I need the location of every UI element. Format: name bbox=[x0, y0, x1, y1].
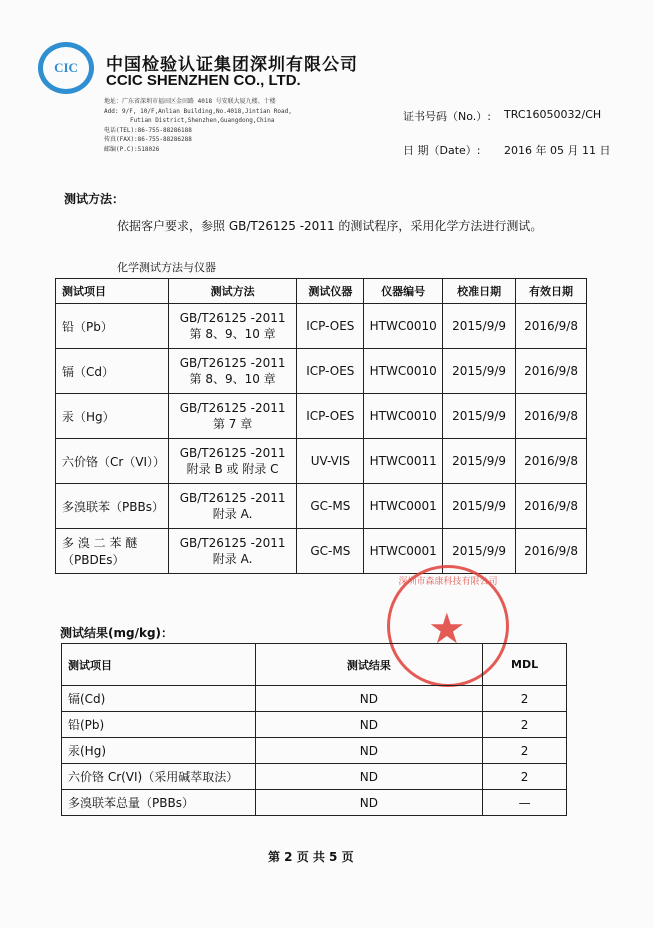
cell-method: GB/T26125 -2011 第 8、9、10 章 bbox=[168, 349, 297, 394]
header-method: 测试方法 bbox=[168, 279, 297, 304]
cell-test-item: 多溴联苯总量（PBBs） bbox=[62, 790, 256, 816]
header-valid-date: 有效日期 bbox=[516, 279, 587, 304]
cell-instrument: UV-VIS bbox=[297, 439, 364, 484]
cell-item: 汞（Hg） bbox=[56, 394, 169, 439]
company-address: 地址：广东省深圳市福田区金田路 4018 号安联大厦九楼、十楼 Add: 9/F, 10/F,Anlian Building,No.4018,Jintian Road, Futian District,Shenzhen,Guangdong,China 电话(TEL):86-755-88286188 传真(FAX):86-755-88286288 邮编(P.C):518026 bbox=[104, 98, 292, 153]
cell-calibration-date: 2015/9/9 bbox=[443, 439, 516, 484]
header-calibration-date: 校准日期 bbox=[443, 279, 516, 304]
cell-instrument-no: HTWC0010 bbox=[364, 394, 443, 439]
ccic-logo: CIC bbox=[38, 42, 94, 94]
cell-mdl: 2 bbox=[483, 686, 567, 712]
page-number: 第 2 页 共 5 页 bbox=[268, 850, 354, 864]
table-row bbox=[62, 738, 567, 764]
method-title: 测试方法： bbox=[64, 192, 125, 206]
table-row bbox=[62, 790, 567, 816]
cell-method: GB/T26125 -2011 第 8、9、10 章 bbox=[168, 304, 297, 349]
cell-result: ND bbox=[255, 712, 482, 738]
cell-mdl: 2 bbox=[483, 712, 567, 738]
table-row bbox=[56, 349, 587, 394]
cell-item: 六价铬（Cr（VI）） bbox=[56, 439, 169, 484]
company-name-en: CCIC SHENZHEN CO., LTD. bbox=[106, 72, 301, 89]
cell-result: ND bbox=[255, 764, 482, 790]
company-seal-stamp: 深圳市森康科技有限公司 ★ bbox=[387, 565, 509, 687]
table-row bbox=[56, 484, 587, 529]
cell-result: ND bbox=[255, 790, 482, 816]
cert-number: TRC16050032/CH bbox=[504, 108, 602, 121]
cell-test-item: 六价铬 Cr(VI)（采用碱萃取法） bbox=[62, 764, 256, 790]
cell-method: GB/T26125 -2011 附录 A. bbox=[168, 484, 297, 529]
cell-item: 多 溴 二 苯 醚（PBDEs） bbox=[56, 529, 169, 574]
table-row bbox=[62, 712, 567, 738]
cell-mdl: 2 bbox=[483, 738, 567, 764]
cell-valid-date: 2016/9/8 bbox=[516, 484, 587, 529]
method-table-caption: 化学测试方法与仪器 bbox=[117, 261, 216, 274]
cell-valid-date: 2016/9/8 bbox=[516, 349, 587, 394]
cell-calibration-date: 2015/9/9 bbox=[443, 394, 516, 439]
cell-mdl: — bbox=[483, 790, 567, 816]
header-item: 测试项目 bbox=[56, 279, 169, 304]
table-row bbox=[62, 686, 567, 712]
table-row bbox=[56, 304, 587, 349]
header-test-item: 测试项目 bbox=[62, 644, 256, 686]
cell-valid-date: 2016/9/8 bbox=[516, 394, 587, 439]
cell-calibration-date: 2015/9/9 bbox=[443, 484, 516, 529]
cell-instrument: ICP-OES bbox=[297, 394, 364, 439]
company-name-cn: 中国检验认证集团深圳有限公司 bbox=[106, 55, 358, 75]
cell-instrument: ICP-OES bbox=[297, 304, 364, 349]
table-row bbox=[56, 394, 587, 439]
cell-instrument-no: HTWC0011 bbox=[364, 439, 443, 484]
cell-calibration-date: 2015/9/9 bbox=[443, 304, 516, 349]
cell-instrument-no: HTWC0010 bbox=[364, 349, 443, 394]
date-value: 2016 年 05 月 11 日 bbox=[504, 144, 611, 157]
cell-item: 铅（Pb） bbox=[56, 304, 169, 349]
cell-instrument: GC-MS bbox=[297, 484, 364, 529]
cell-method: GB/T26125 -2011 附录 A. bbox=[168, 529, 297, 574]
cell-result: ND bbox=[255, 738, 482, 764]
cell-instrument-no: HTWC0010 bbox=[364, 304, 443, 349]
cell-instrument: GC-MS bbox=[297, 529, 364, 574]
results-title: 测试结果(mg/kg)： bbox=[60, 626, 174, 640]
method-table bbox=[55, 278, 587, 574]
header-instrument-no: 仪器编号 bbox=[364, 279, 443, 304]
cell-instrument: ICP-OES bbox=[297, 349, 364, 394]
cell-valid-date: 2016/9/8 bbox=[516, 439, 587, 484]
cell-instrument-no: HTWC0001 bbox=[364, 529, 443, 574]
cell-valid-date: 2016/9/8 bbox=[516, 304, 587, 349]
cell-valid-date: 2016/9/8 bbox=[516, 529, 587, 574]
cell-method: GB/T26125 -2011 附录 B 或 附录 C bbox=[168, 439, 297, 484]
header-test-result: 测试结果 bbox=[255, 644, 482, 686]
cell-instrument-no: HTWC0001 bbox=[364, 484, 443, 529]
cell-test-item: 镉(Cd) bbox=[62, 686, 256, 712]
method-text: 依据客户要求，参照 GB/T26125 -2011 的测试程序，采用化学方法进行测试。 bbox=[117, 219, 543, 233]
cell-item: 镉（Cd） bbox=[56, 349, 169, 394]
table-row bbox=[62, 764, 567, 790]
cell-calibration-date: 2015/9/9 bbox=[443, 529, 516, 574]
date-label: 日 期（Date）: bbox=[403, 144, 481, 157]
star-icon: ★ bbox=[428, 604, 466, 653]
cert-label: 证书号码（No.）: bbox=[403, 110, 491, 123]
cell-calibration-date: 2015/9/9 bbox=[443, 349, 516, 394]
cell-mdl: 2 bbox=[483, 764, 567, 790]
results-table bbox=[61, 643, 567, 816]
cell-test-item: 汞(Hg) bbox=[62, 738, 256, 764]
header-mdl: MDL bbox=[483, 644, 567, 686]
cell-item: 多溴联苯（PBBs） bbox=[56, 484, 169, 529]
cell-test-item: 铅(Pb) bbox=[62, 712, 256, 738]
header-instrument: 测试仪器 bbox=[297, 279, 364, 304]
cell-result: ND bbox=[255, 686, 482, 712]
table-row bbox=[56, 529, 587, 574]
cell-method: GB/T26125 -2011 第 7 章 bbox=[168, 394, 297, 439]
table-row bbox=[56, 439, 587, 484]
